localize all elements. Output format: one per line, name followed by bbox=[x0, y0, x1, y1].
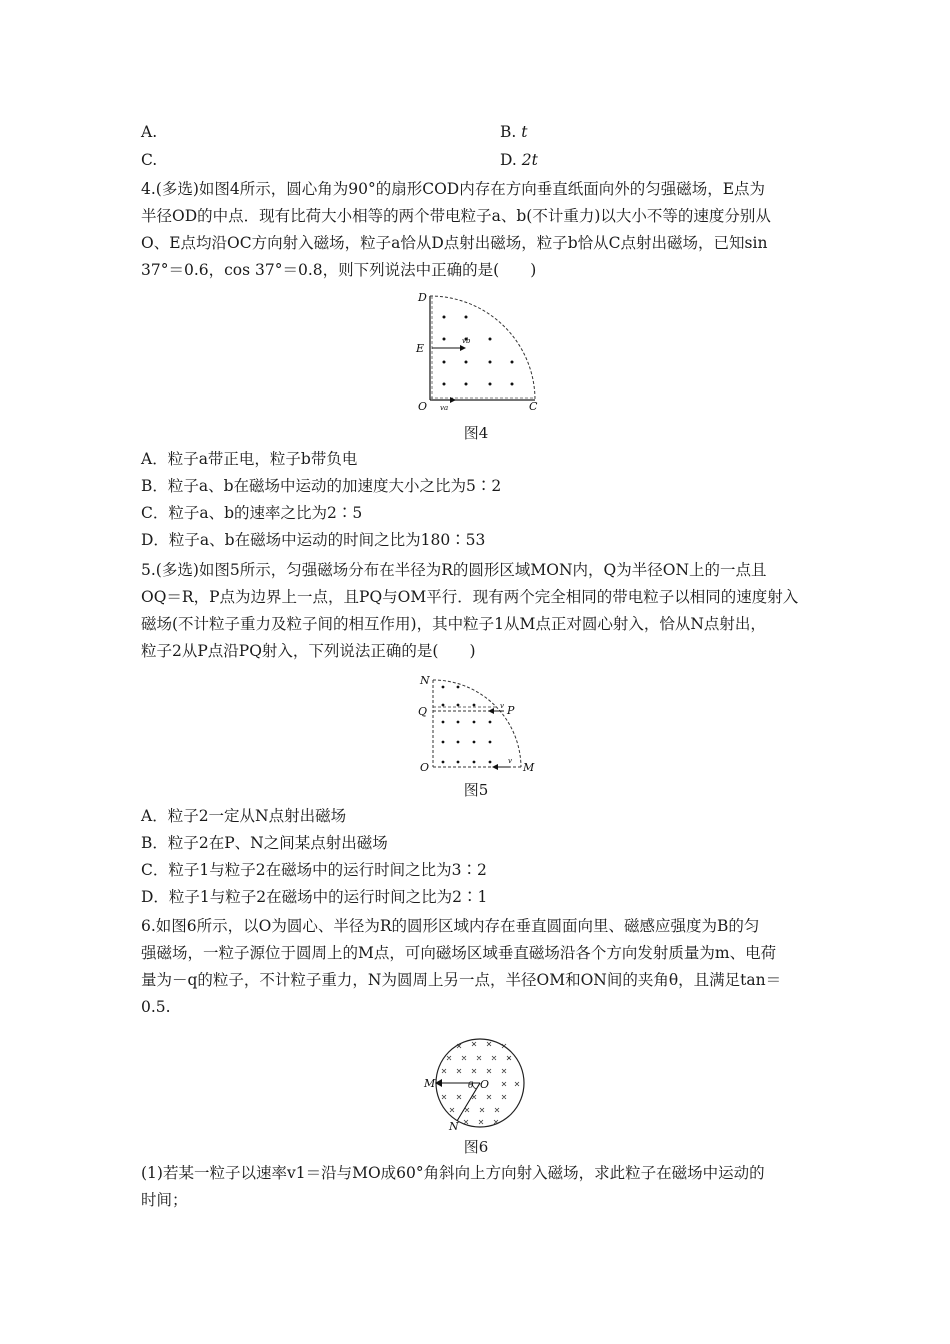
q5-option-b: B．粒子2在P、N之间某点射出磁场 bbox=[141, 834, 388, 852]
q5-option-d: D．粒子1与粒子2在磁场中的运行时间之比为2∶1 bbox=[141, 888, 488, 906]
svg-text:E: E bbox=[416, 342, 425, 355]
option-a-prev: A. bbox=[141, 123, 158, 141]
svg-text:O: O bbox=[480, 1078, 490, 1091]
question-6-part-1: (1)若某一粒子以速率v1＝沿与MO成60°角斜向上方向射入磁场，求此粒子在磁场中运动的 时间； bbox=[141, 1164, 765, 1209]
svg-text:O: O bbox=[420, 761, 430, 774]
option-b-prev: B. t bbox=[500, 123, 528, 141]
q4-option-b: B．粒子a、b在磁场中运动的加速度大小之比为5∶2 bbox=[141, 477, 502, 495]
svg-text:M: M bbox=[523, 761, 535, 774]
svg-text:C: C bbox=[529, 400, 538, 413]
field-dots-4 bbox=[443, 316, 514, 386]
q5-option-c: C．粒子1与粒子2在磁场中的运行时间之比为3∶2 bbox=[141, 861, 487, 879]
q4-option-c: C．粒子a、b的速率之比为2∶5 bbox=[141, 504, 363, 522]
figure-4 bbox=[408, 288, 548, 416]
question-4-stem: 4.(多选)如图4所示，圆心角为90°的扇形COD内存在方向垂直纸面向外的匀强磁场，E点为 半径OD的中点．现有比荷大小相等的两个带电粒子a、b(不计重力)以大小不等的速度分别从 O、E点均沿OC方向射入磁场，粒子a恰从D点射出磁场，粒子b恰从C点射出磁场，已知sin 37°＝0.6，cos 37°＝0.8，则下列说法中正确的是( ) bbox=[141, 180, 771, 279]
question-6-stem: 6.如图6所示，以O为圆心、半径为R的圆形区域内存在垂直圆面向里、磁感应强度为B的匀 强磁场，一粒子源位于圆周上的M点，可向磁场区域垂直磁场沿各个方向发射质量为m、电荷 量为－q的粒子，不计粒子重力，N为圆周上另一点，半径OM和ON间的夹角θ，且满足tan＝ 0.5. bbox=[141, 917, 782, 1016]
figure-5-caption: 图5 bbox=[463, 781, 489, 799]
svg-text:vb: vb bbox=[462, 337, 471, 345]
figure-6-caption: 图6 bbox=[463, 1138, 489, 1156]
figure-4-caption: 图4 bbox=[463, 424, 489, 442]
svg-text:Q: Q bbox=[418, 705, 428, 718]
svg-text:v: v bbox=[500, 702, 504, 710]
q4-option-a: A．粒子a带正电，粒子b带负电 bbox=[141, 450, 358, 468]
svg-text:O: O bbox=[418, 400, 428, 413]
svg-text:va: va bbox=[440, 404, 449, 412]
option-c-prev: C. bbox=[141, 151, 158, 169]
question-5-stem: 5.(多选)如图5所示，匀强磁场分布在半径为R的圆形区域MON内，Q为半径ON上的一点且 OQ＝R，P点为边界上一点，且PQ与OM平行．现有两个完全相同的带电粒子以相同的速度射入 磁场(不计粒子重力及粒子间的相互作用)，其中粒子1从M点正对圆心射入，恰从N点射出， 粒子2从P点沿PQ射入，下列说法正确的是( ) bbox=[141, 561, 799, 660]
svg-text:v: v bbox=[508, 757, 512, 765]
svg-text:M: M bbox=[424, 1077, 436, 1090]
option-d-prev: D. 2t bbox=[500, 151, 538, 169]
svg-text:θ: θ bbox=[468, 1081, 474, 1091]
svg-text:N: N bbox=[449, 1120, 459, 1133]
svg-text:N: N bbox=[420, 674, 430, 687]
svg-text:P: P bbox=[507, 704, 515, 717]
question-4-options bbox=[141, 446, 813, 554]
q4-option-d: D．粒子a、b在磁场中运动的时间之比为180∶53 bbox=[141, 531, 486, 549]
field-dots-5 bbox=[442, 686, 492, 764]
svg-text:D: D bbox=[418, 291, 427, 304]
q5-option-a: A．粒子2一定从N点射出磁场 bbox=[141, 807, 347, 825]
figure-5 bbox=[412, 670, 542, 776]
figure-6 bbox=[420, 1030, 540, 1136]
question-5-options bbox=[141, 803, 813, 911]
